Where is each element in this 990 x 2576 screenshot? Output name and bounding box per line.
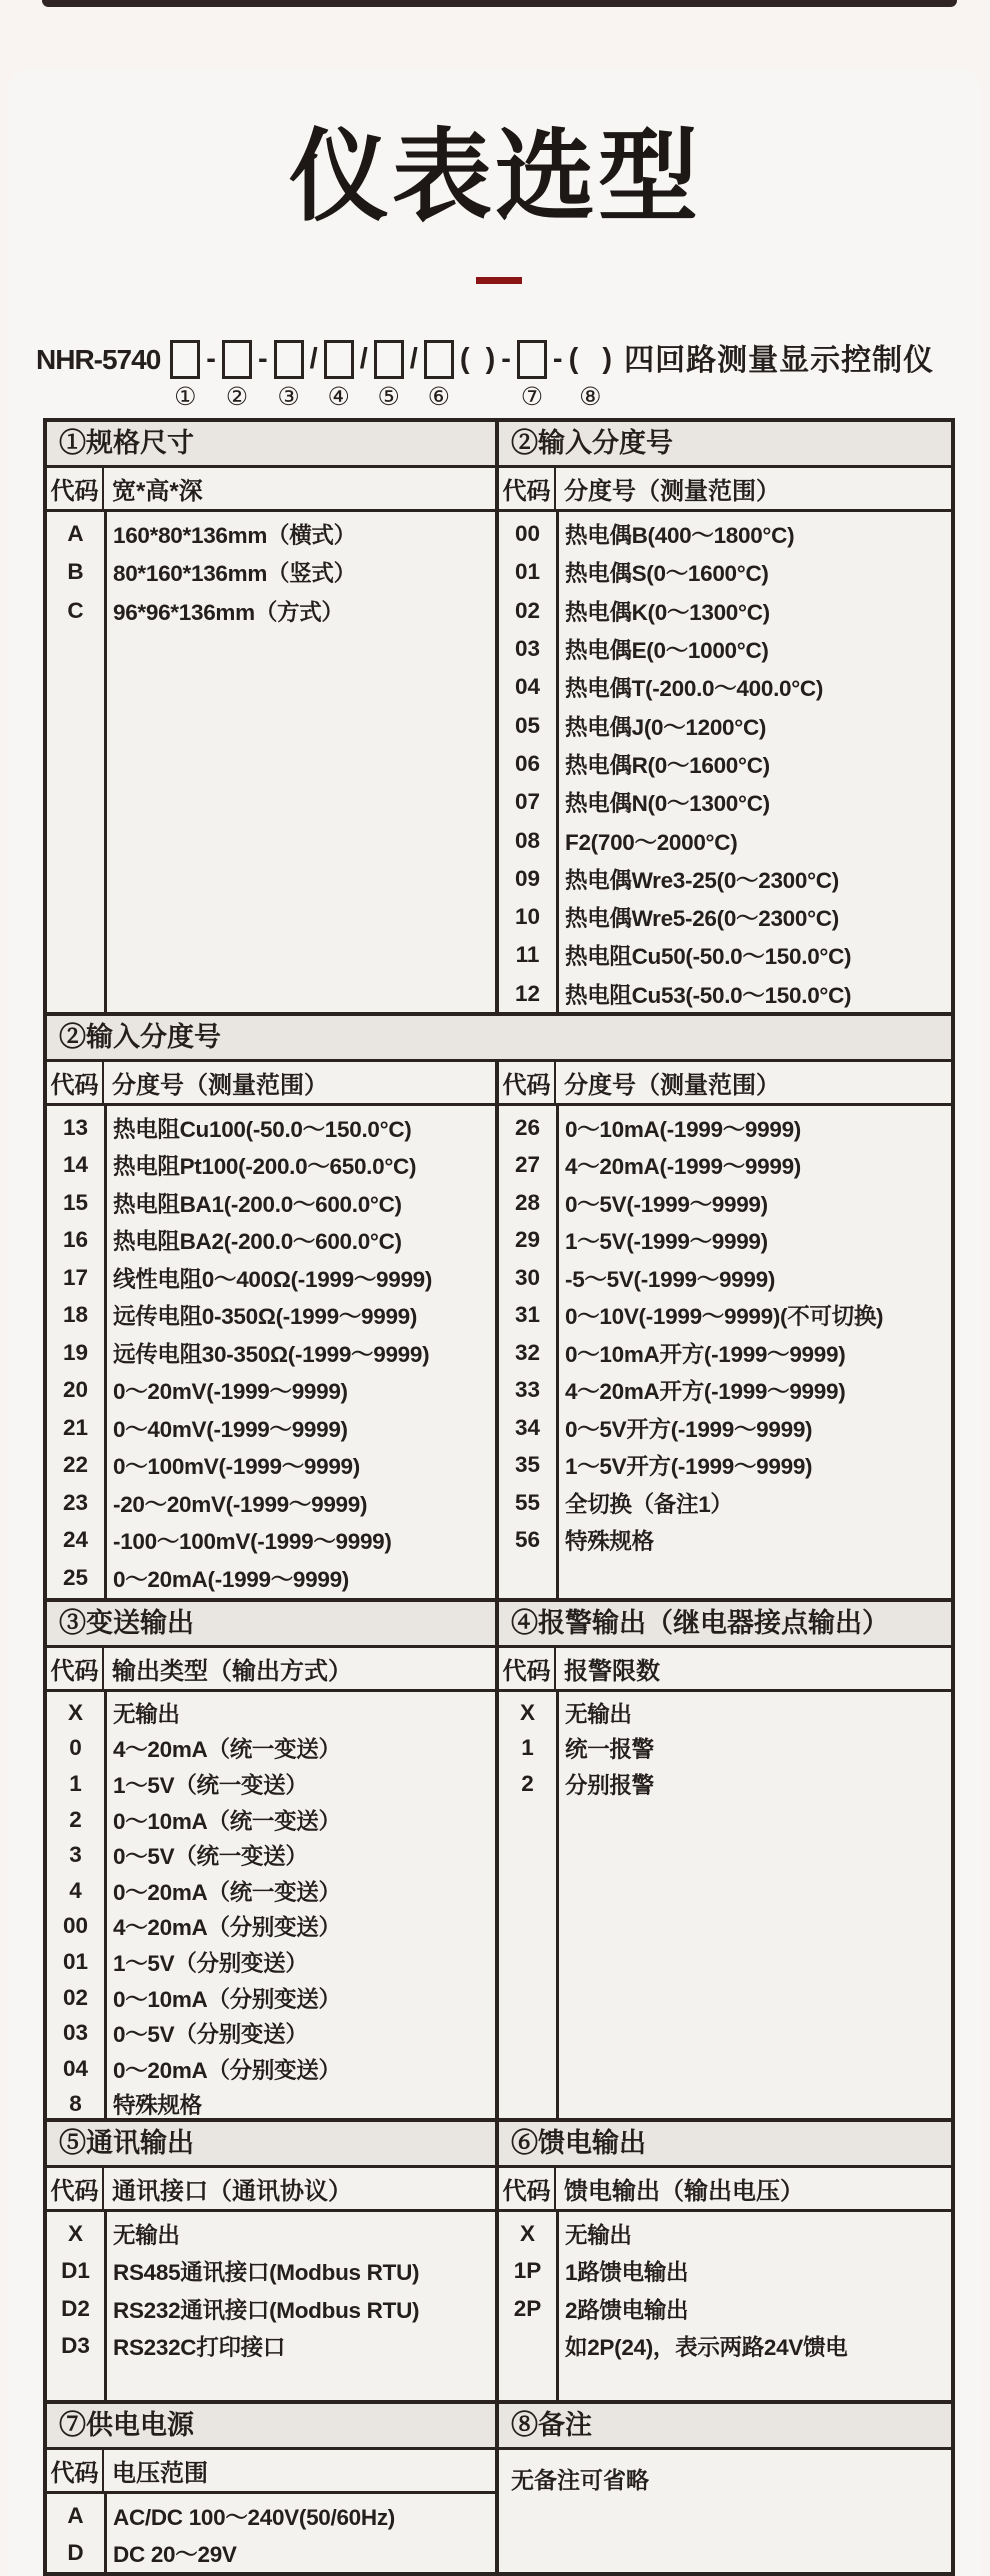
column-header: 代码 分度号（测量范围） [47, 1062, 495, 1106]
section-band: ④报警输出（继电器接点输出） [499, 1602, 951, 1648]
section-transmit-output [47, 1602, 499, 2122]
table-row: D2 RS232通讯接口(Modbus RTU) [61, 2295, 420, 2323]
rows [47, 2494, 495, 2572]
table-row: 1 1～5V（统一变送） [69, 1770, 308, 1798]
model-code-box-unit [517, 340, 547, 411]
section-band: ①规格尺寸 [47, 422, 495, 468]
model-separator: / [309, 343, 318, 375]
column-header: 代码 通讯接口（通讯协议） [47, 2168, 495, 2212]
table-row: 02 0～10mA（分别变送） [62, 1984, 341, 2012]
rows [47, 2212, 495, 2400]
table-row: 26 0～10mA(-1999～9999) [514, 1114, 801, 1142]
column-header: 代码 电压范围 [47, 2450, 495, 2494]
circled-number: ⑤ [377, 383, 400, 411]
model-code-box-unit [324, 340, 354, 411]
table-row: 00 热电偶B(400～1800°C) [514, 521, 795, 549]
table-row: 30 -5～5V(-1999～9999) [514, 1264, 776, 1292]
table-row: 19 远传电阻30-350Ω(-1999～9999) [62, 1339, 430, 1367]
rows [499, 2212, 951, 2400]
circled-number: ③ [277, 383, 300, 411]
table-row: 03 0～5V（分别变送） [62, 2020, 308, 2048]
table-row: B 80*160*136mm（竖式） [67, 559, 356, 587]
model-code-box-unit [374, 340, 404, 411]
rows [499, 2450, 951, 2572]
circled-number: ⑥ [427, 383, 451, 411]
table-row: 10 热电偶Wre5-26(0～2300°C) [514, 904, 839, 932]
rows [499, 512, 951, 1013]
table-row: 13 热电阻Cu100(-50.0～150.0°C) [62, 1114, 412, 1142]
table-row: 28 0～5V(-1999～9999) [514, 1189, 768, 1217]
table-row: 22 0～100mV(-1999～9999) [62, 1452, 360, 1480]
section-5 [47, 2400, 951, 2572]
model-prefix: NHR-5740 [36, 344, 161, 375]
model-code-box [324, 340, 354, 379]
model-separator: - [257, 343, 268, 375]
section-1 [47, 422, 951, 1012]
section-2 [47, 1062, 951, 1598]
table-row: 12 热电阻Cu53(-50.0～150.0°C) [514, 980, 852, 1008]
rows [499, 1106, 951, 1598]
model-code-box-unit [222, 340, 252, 411]
table-row: 1P 1路馈电输出 [513, 2258, 689, 2286]
table-row: 16 热电阻BA2(-200.0～600.0°C) [62, 1227, 402, 1255]
model-code-box [170, 340, 200, 379]
table-row: 33 4～20mA开方(-1999～9999) [514, 1377, 846, 1405]
table-row: 24 -100～100mV(-1999～9999) [62, 1527, 392, 1555]
table-row: D1 RS485通讯接口(Modbus RTU) [61, 2258, 420, 2286]
table-row: 如2P(24)，表示两路24V馈电 [565, 2335, 848, 2361]
table-row: 3 0～5V（统一变送） [69, 1842, 308, 1870]
table-row: 55 全切换（备注1） [514, 1489, 733, 1517]
table-row: C 96*96*136mm（方式） [67, 597, 344, 625]
table-row: D3 RS232C打印接口 [61, 2333, 286, 2361]
section-3 [47, 1598, 951, 2118]
table-row: 25 0～20mA(-1999～9999) [62, 1564, 349, 1592]
section-band: ②输入分度号 [499, 422, 951, 468]
top-accent-bar [42, 0, 957, 7]
table-row: 2 分别报警 [521, 1770, 654, 1798]
model-code-box [374, 340, 404, 379]
section-band-input-type-2: ②输入分度号 [47, 1012, 951, 1062]
rows [47, 1692, 495, 2122]
table-row: A 160*80*136mm（横式） [67, 521, 356, 549]
table-row: X 无输出 [519, 2220, 632, 2248]
table-row: 32 0～10mA开方(-1999～9999) [514, 1339, 846, 1367]
column-header: 代码 分度号（测量范围） [499, 1062, 951, 1106]
circled-number: ⑧ [579, 383, 602, 411]
section-band: ⑥馈电输出 [499, 2122, 951, 2168]
title-accent-dash [476, 277, 522, 284]
table-row: 23 -20～20mV(-1999～9999) [62, 1489, 368, 1517]
table-row: 35 1～5V开方(-1999～9999) [514, 1452, 813, 1480]
table-row: 20 0～20mV(-1999～9999) [62, 1377, 348, 1405]
model-code-line [36, 340, 934, 411]
section-band: ③变送输出 [47, 1602, 495, 1648]
table-row: 2 0～10mA（统一变送） [69, 1806, 341, 1834]
model-separator: ( ) [459, 343, 496, 375]
model-suffix: 四回路测量显示控制仪 [624, 344, 935, 377]
table-row: 0 4～20mA（统一变送） [69, 1735, 341, 1763]
table-row: 27 4～20mA(-1999～9999) [514, 1152, 801, 1180]
table-row: X 无输出 [67, 1699, 180, 1727]
circled-number: ⑦ [520, 383, 544, 411]
table-row: 2P 2路馈电输出 [513, 2295, 689, 2323]
table-row: 01 热电偶S(0～1600°C) [514, 559, 769, 587]
circled-number: ④ [327, 383, 350, 411]
model-parens-unit: ( ) ⑧ [568, 343, 613, 411]
page-title: 仪表选型 [289, 121, 701, 233]
section-spec-size [47, 422, 499, 1013]
column-header: 代码 馈电输出（输出电压） [499, 2168, 951, 2212]
table-row: 29 1～5V(-1999～9999) [514, 1227, 768, 1255]
table-row: 00 4～20mA（分别变送） [62, 1913, 341, 1941]
model-separator: - [206, 343, 216, 375]
table-row: D DC 20～29V [67, 2539, 237, 2567]
column-header: 代码 输出类型（输出方式） [47, 1648, 495, 1692]
table-row: 8 特殊规格 [69, 2091, 202, 2119]
model-code-box-unit [274, 340, 304, 411]
table-row: A AC/DC 100～240V(50/60Hz) [67, 2502, 395, 2530]
section-remarks [499, 2404, 951, 2572]
column-header: 代码 分度号（测量范围） [499, 468, 951, 512]
section-comm-output [47, 2122, 499, 2400]
section-4 [47, 2118, 951, 2400]
table-row: X 无输出 [519, 1699, 632, 1727]
section-feed-output [499, 2122, 951, 2400]
model-code-box [517, 340, 547, 379]
section-power-supply [47, 2404, 499, 2572]
table-row: 08 F2(700～2000°C) [514, 827, 738, 855]
section-band: ⑦供电电源 [47, 2404, 495, 2450]
rows [47, 512, 495, 1013]
model-code-box [274, 340, 304, 379]
table-row: 02 热电偶K(0～1300°C) [514, 597, 770, 625]
column-header: 代码 宽*高*深 [47, 468, 495, 512]
model-separator: - [552, 343, 563, 375]
table-row: 05 热电偶J(0～1200°C) [514, 712, 767, 740]
table-row: 18 远传电阻0-350Ω(-1999～9999) [62, 1302, 418, 1330]
model-separator: / [359, 343, 368, 375]
table-row: 07 热电偶N(0～1300°C) [514, 789, 770, 817]
model-code-box-unit [170, 340, 200, 411]
section-input-type-1 [499, 422, 951, 1013]
circled-number: ① [174, 383, 197, 411]
table-row: 03 热电偶E(0～1000°C) [514, 636, 769, 664]
table-row: 1 统一报警 [521, 1735, 654, 1763]
table-row: 01 1～5V（分别变送） [62, 1948, 308, 1976]
section-alarm-output [499, 1602, 951, 2122]
selection-table [43, 418, 955, 2576]
table-row: 04 0～20mA（分别变送） [62, 2055, 341, 2083]
model-separator: / [409, 343, 418, 375]
table-row: 04 热电偶T(-200.0～400.0°C) [514, 674, 824, 702]
table-row: 4 0～20mA（统一变送） [69, 1877, 341, 1905]
table-row: 11 热电阻Cu50(-50.0～150.0°C) [515, 942, 852, 970]
table-row: X 无输出 [67, 2220, 180, 2248]
table-row: 06 热电偶R(0～1600°C) [514, 750, 770, 778]
table-row: 09 热电偶Wre3-25(0～2300°C) [514, 865, 839, 893]
column-header: 代码 报警限数 [499, 1648, 951, 1692]
table-row: 15 热电阻BA1(-200.0～600.0°C) [62, 1189, 402, 1217]
model-code-box-unit [424, 340, 454, 411]
table-row: 56 特殊规格 [514, 1527, 654, 1555]
table-row: 17 线性电阻0～400Ω(-1999～9999) [62, 1264, 433, 1292]
model-code-box [222, 340, 252, 379]
rows [499, 1692, 951, 2122]
circled-number: ② [225, 383, 249, 411]
table-row: 21 0～40mV(-1999～9999) [62, 1414, 348, 1442]
model-code-box [424, 340, 454, 379]
table-row: 14 热电阻Pt100(-200.0～650.0°C) [62, 1152, 417, 1180]
rows [47, 1106, 495, 1598]
table-row: 34 0～5V开方(-1999～9999) [514, 1414, 813, 1442]
remarks-note: 无备注可省略 [511, 2467, 649, 2493]
table-row: 31 0～10V(-1999～9999)(不可切换) [514, 1302, 884, 1330]
model-separator: - [501, 343, 511, 375]
section-band: ⑧备注 [499, 2404, 951, 2450]
section-band: ⑤通讯输出 [47, 2122, 495, 2168]
